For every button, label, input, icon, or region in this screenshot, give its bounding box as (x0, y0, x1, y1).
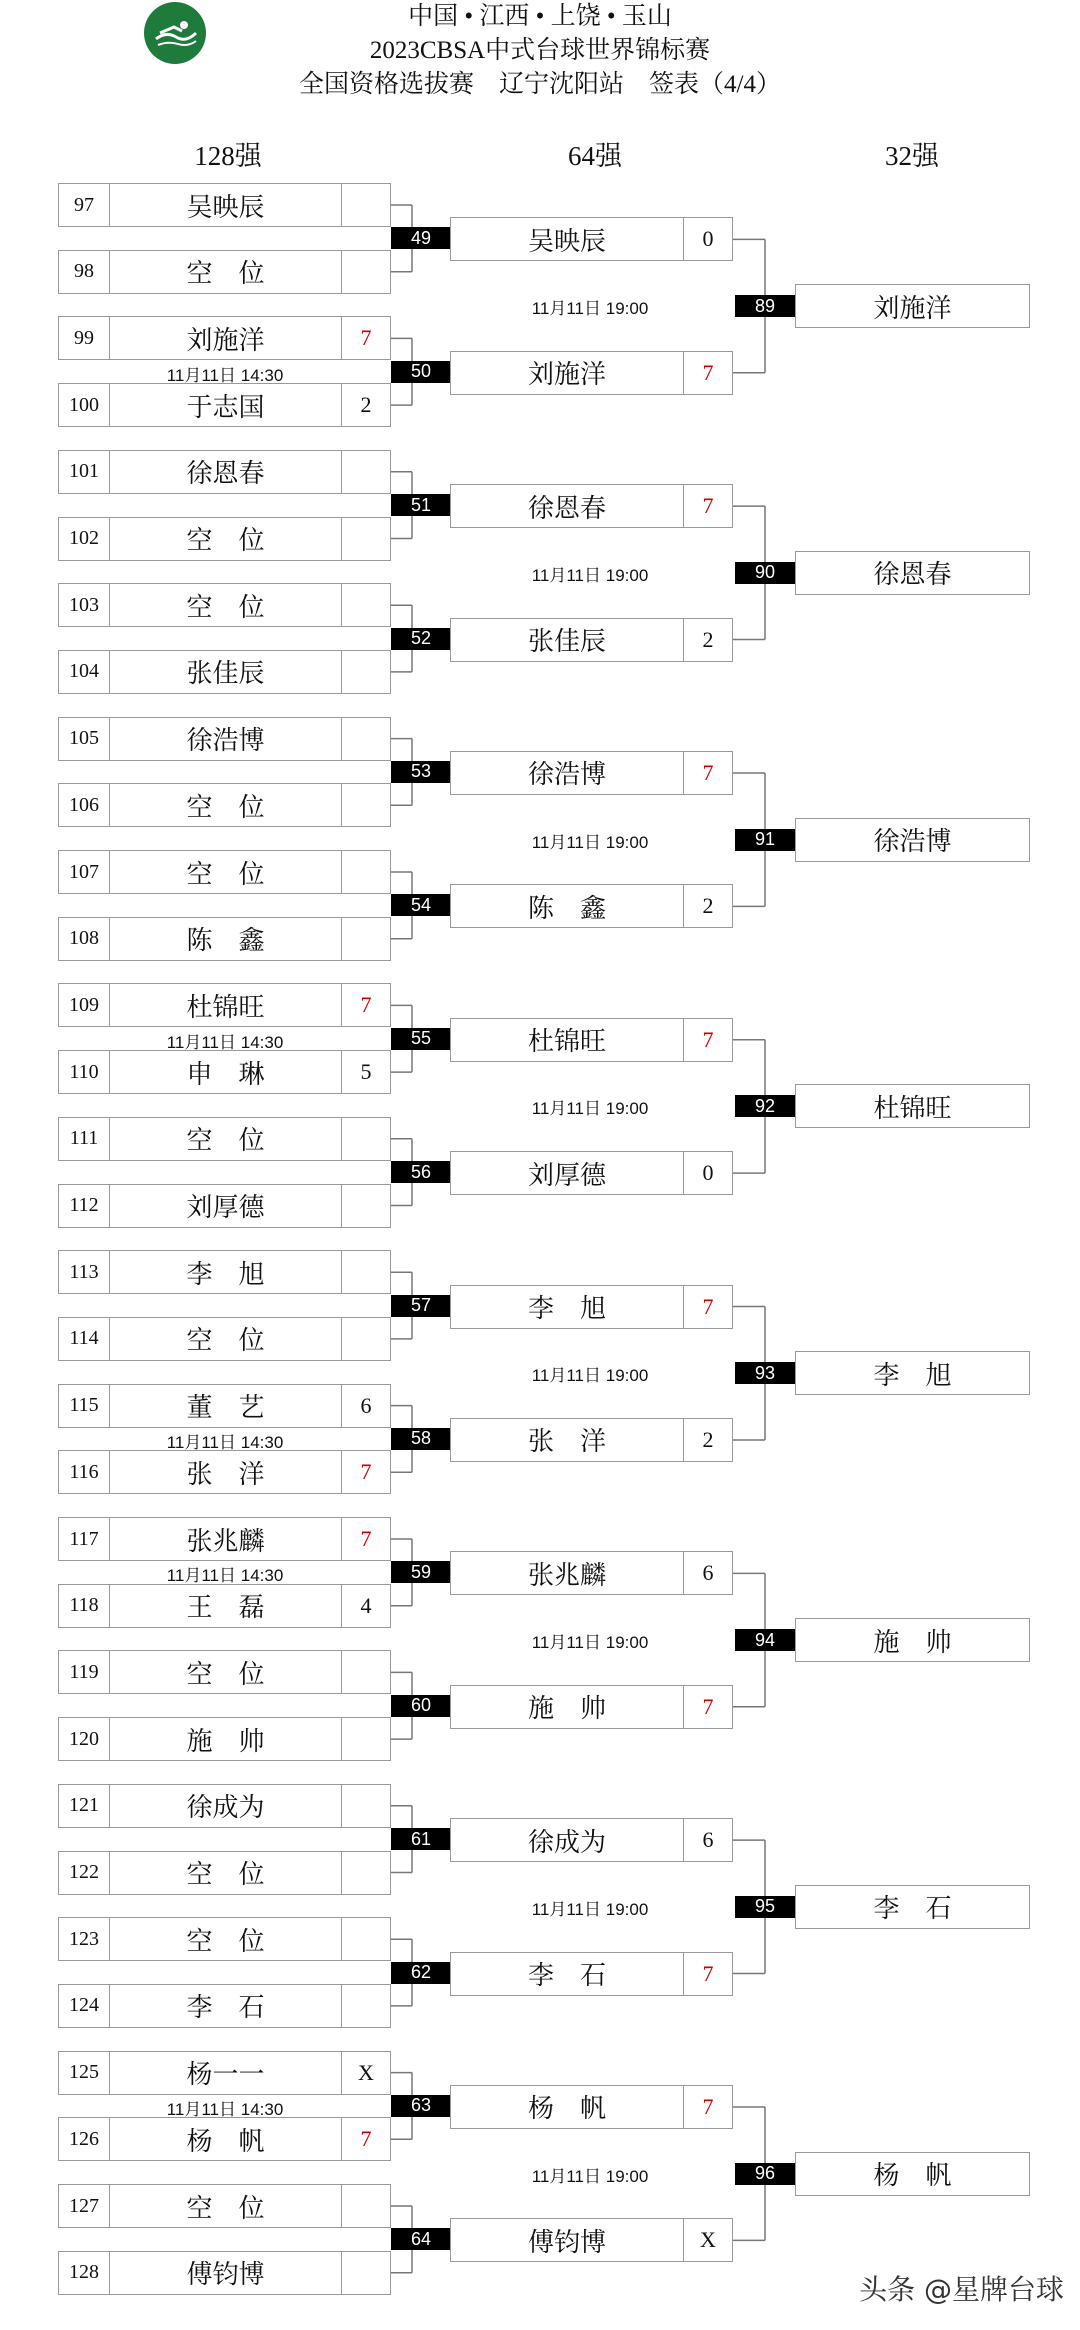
r32-player-name: 刘施洋 (873, 293, 952, 323)
r64-score: 6 (702, 1560, 714, 1586)
r32-match-number: 95 (735, 1896, 795, 1918)
r128-seed: 104 (69, 660, 99, 683)
r64-player-name: 杜锦旺 (527, 1027, 606, 1057)
r128-score (342, 251, 390, 293)
r128-seed: 101 (69, 460, 99, 483)
r64-player-name: 杨 帆 (527, 2094, 606, 2124)
r64-player-name: 傅钧博 (527, 2227, 606, 2257)
r32-match-number: 92 (735, 1095, 795, 1117)
r64-score: 7 (702, 1693, 714, 1719)
r128-seed: 111 (69, 1127, 99, 1150)
r64-match-number: 61 (391, 1828, 451, 1850)
r64-player-name: 徐浩博 (527, 760, 606, 790)
r128-score (342, 918, 390, 960)
r128-seed: 110 (69, 1060, 99, 1083)
r128-score (342, 784, 390, 826)
r128-seed: 112 (69, 1194, 99, 1216)
r128-seed: 106 (69, 793, 99, 816)
r128-seed: 98 (74, 260, 94, 283)
r128-score (342, 451, 390, 493)
r128-player-name: 杜锦旺 (186, 992, 265, 1022)
r128-score (342, 1785, 390, 1827)
r32-match-number: 94 (735, 1629, 795, 1651)
r64-match-time: 11月11日 19:00 (531, 1099, 649, 1119)
r128-seed: 113 (69, 1260, 99, 1283)
r64-score: 6 (702, 1827, 714, 1853)
r64-match-number: 50 (391, 361, 451, 383)
r128-score (342, 1251, 390, 1293)
r128-score (342, 1918, 390, 1960)
r64-score: X (700, 2227, 716, 2253)
r64-match-number: 63 (391, 2095, 451, 2117)
r128-score: 7 (360, 1459, 372, 1485)
r64-player-name: 吴映辰 (527, 226, 606, 256)
r32-match-number: 96 (735, 2163, 795, 2185)
r128-score (342, 1318, 390, 1360)
r128-match-time: 11月11日 14:30 (166, 1032, 284, 1052)
r64-match-time: 11月11日 19:00 (531, 1366, 649, 1386)
r128-score (342, 584, 390, 626)
r128-player-name: 申 琳 (186, 1059, 265, 1089)
r128-player-name: 陈 鑫 (186, 926, 265, 956)
r128-seed: 125 (69, 2061, 99, 2084)
r128-player-name: 空 位 (186, 859, 265, 889)
r64-match-time: 11月11日 19:00 (531, 832, 649, 852)
r128-score (342, 1852, 390, 1894)
r64-match-time: 11月11日 19:00 (531, 299, 649, 319)
r32-match-number: 89 (735, 295, 795, 317)
r128-seed: 123 (69, 1927, 99, 1950)
header-subtitle: 全国资格选拔赛 辽宁沈阳站 签表（4/4） (299, 71, 781, 98)
r64-score: 7 (702, 1293, 714, 1319)
r128-player-name: 空 位 (186, 259, 265, 289)
r128-player-name: 徐恩春 (186, 459, 265, 489)
r64-match-number: 58 (391, 1428, 451, 1450)
r64-score: 7 (702, 1026, 714, 1052)
r128-score: X (358, 2059, 374, 2085)
r128-seed: 118 (69, 1594, 99, 1617)
r32-player-name: 李 石 (873, 1894, 952, 1924)
r128-score (342, 518, 390, 560)
r64-match-number: 49 (391, 227, 451, 249)
r128-seed: 116 (69, 1460, 99, 1483)
r128-player-name: 傅钧博 (186, 2260, 265, 2290)
r128-player-name: 王 磊 (186, 1593, 265, 1623)
r128-player-name: 空 位 (186, 792, 265, 822)
r128-player-name: 空 位 (186, 1659, 265, 1689)
r128-score (342, 1185, 390, 1227)
r32-match-number: 91 (735, 829, 795, 851)
r128-seed: 102 (69, 527, 99, 549)
r32-match-number: 90 (735, 562, 795, 584)
r128-seed: 105 (69, 727, 99, 750)
r64-match-number: 52 (391, 628, 451, 650)
r64-match-number: 57 (391, 1295, 451, 1317)
r64-match-number: 54 (391, 894, 451, 916)
r128-score: 7 (360, 325, 372, 351)
r128-player-name: 空 位 (186, 1926, 265, 1956)
r128-player-name: 空 位 (186, 526, 265, 555)
r128-seed: 99 (74, 326, 94, 349)
column-header-r64: 64强 (568, 141, 622, 171)
r128-player-name: 徐浩博 (186, 726, 265, 756)
r128-score (342, 184, 390, 226)
r128-seed: 117 (69, 1527, 99, 1550)
r128-seed: 107 (69, 860, 99, 883)
r128-match-time: 11月11日 14:30 (166, 2099, 284, 2119)
r128-score (342, 1651, 390, 1693)
r64-player-name: 李 旭 (527, 1294, 606, 1324)
r64-player-name: 徐恩春 (527, 493, 606, 523)
r128-player-name: 吴映辰 (186, 192, 265, 222)
r128-seed: 122 (69, 1861, 99, 1883)
r64-score: 7 (702, 493, 714, 519)
r64-player-name: 徐成为 (527, 1827, 606, 1857)
r32-player-name: 徐恩春 (873, 560, 952, 590)
r128-score: 5 (360, 1059, 372, 1085)
r64-player-name: 刘厚德 (527, 1160, 606, 1190)
r128-player-name: 徐成为 (186, 1793, 265, 1823)
r128-score (342, 1118, 390, 1160)
r128-seed: 121 (69, 1794, 99, 1817)
r128-player-name: 张 洋 (186, 1459, 265, 1489)
column-header-r32: 32强 (885, 141, 939, 171)
r128-player-name: 施 帅 (186, 1726, 265, 1756)
watermark: 头条 @星牌台球 (859, 2273, 1064, 2306)
r64-score: 2 (702, 626, 714, 652)
r128-score: 7 (360, 992, 372, 1018)
r128-player-name: 李 石 (186, 1993, 265, 2023)
r64-score: 7 (702, 2093, 714, 2119)
r64-score: 2 (702, 1426, 714, 1452)
r64-player-name: 张 洋 (527, 1427, 606, 1457)
r64-match-number: 64 (391, 2228, 451, 2250)
r64-match-number: 51 (391, 494, 451, 516)
r64-score: 7 (702, 359, 714, 385)
r64-match-number: 56 (391, 1161, 451, 1183)
r128-score (342, 2185, 390, 2227)
column-header-r128: 128强 (194, 141, 262, 171)
r64-match-number: 59 (391, 1561, 451, 1583)
r128-player-name: 空 位 (186, 592, 265, 622)
r32-player-name: 李 旭 (873, 1360, 952, 1390)
r128-score (342, 1985, 390, 2027)
r128-match-time: 11月11日 14:30 (166, 365, 284, 385)
r128-seed: 115 (69, 1394, 99, 1417)
r128-seed: 114 (69, 1327, 99, 1350)
r128-seed: 109 (69, 993, 99, 1016)
r128-score: 6 (360, 1392, 372, 1418)
r128-seed: 97 (74, 193, 94, 216)
r64-match-time: 11月11日 19:00 (531, 1899, 649, 1919)
r128-score (342, 718, 390, 760)
r128-seed: 120 (69, 1727, 99, 1750)
r128-score: 2 (360, 392, 372, 418)
r64-score: 2 (702, 893, 714, 919)
r64-player-name: 刘施洋 (527, 360, 606, 390)
r64-player-name: 李 石 (527, 1961, 606, 1991)
r64-match-time: 11月11日 19:00 (531, 2166, 649, 2186)
r32-player-name: 杨 帆 (873, 2161, 952, 2191)
r128-seed: 103 (69, 593, 99, 616)
r128-score: 7 (360, 1526, 372, 1551)
r128-player-name: 杨一一 (186, 2060, 265, 2090)
r64-match-number: 62 (391, 1962, 451, 1984)
r64-match-time: 11月11日 19:00 (531, 565, 649, 585)
r128-match-time: 11月11日 14:30 (166, 1432, 284, 1452)
r64-player-name: 张兆麟 (527, 1560, 606, 1590)
r128-player-name: 董 艺 (186, 1393, 265, 1423)
r128-player-name: 刘厚德 (186, 1193, 265, 1222)
r64-match-time: 11月11日 19:00 (531, 1633, 649, 1653)
r128-score: 4 (360, 1592, 372, 1618)
r128-seed: 100 (69, 393, 99, 416)
r32-player-name: 徐浩博 (873, 827, 952, 857)
r128-seed: 127 (69, 2194, 99, 2217)
r128-player-name: 刘施洋 (186, 325, 265, 355)
header-location: 中国 • 江西 • 上饶 • 玉山 (408, 3, 672, 30)
r128-player-name: 张佳辰 (186, 659, 265, 689)
r64-score: 0 (702, 1160, 714, 1186)
r128-seed: 128 (69, 2261, 99, 2284)
r128-score: 7 (360, 2126, 372, 2152)
r128-seed: 124 (69, 1994, 99, 2017)
r64-player-name: 施 帅 (527, 1694, 606, 1724)
r64-score: 7 (702, 1960, 714, 1986)
r128-score (342, 1718, 390, 1760)
r64-player-name: 陈 鑫 (527, 893, 606, 923)
r128-player-name: 空 位 (186, 1860, 265, 1889)
r32-match-number: 93 (735, 1362, 795, 1384)
r128-player-name: 张兆麟 (186, 1526, 265, 1556)
r32-player-name: 杜锦旺 (873, 1093, 952, 1123)
header-event: 2023CBSA中式台球世界锦标赛 (369, 37, 711, 64)
r128-match-time: 11月11日 14:30 (166, 1566, 284, 1586)
r32-player-name: 施 帅 (873, 1627, 952, 1657)
r128-score (342, 851, 390, 893)
r64-match-number: 55 (391, 1028, 451, 1050)
r64-match-number: 53 (391, 761, 451, 783)
r128-player-name: 杨 帆 (186, 2126, 265, 2156)
r128-score (342, 651, 390, 693)
r64-score: 7 (702, 759, 714, 785)
r64-player-name: 张佳辰 (527, 627, 606, 657)
r128-player-name: 空 位 (186, 1326, 265, 1356)
r128-player-name: 李 旭 (186, 1259, 265, 1289)
r128-score (342, 2252, 390, 2294)
r64-match-number: 60 (391, 1695, 451, 1717)
r128-seed: 108 (69, 927, 99, 950)
r128-seed: 119 (69, 1660, 99, 1683)
r64-score: 0 (702, 226, 714, 252)
r128-seed: 126 (69, 2127, 99, 2150)
r128-player-name: 空 位 (186, 2193, 265, 2223)
r128-player-name: 于志国 (186, 392, 265, 422)
r128-player-name: 空 位 (186, 1126, 265, 1156)
